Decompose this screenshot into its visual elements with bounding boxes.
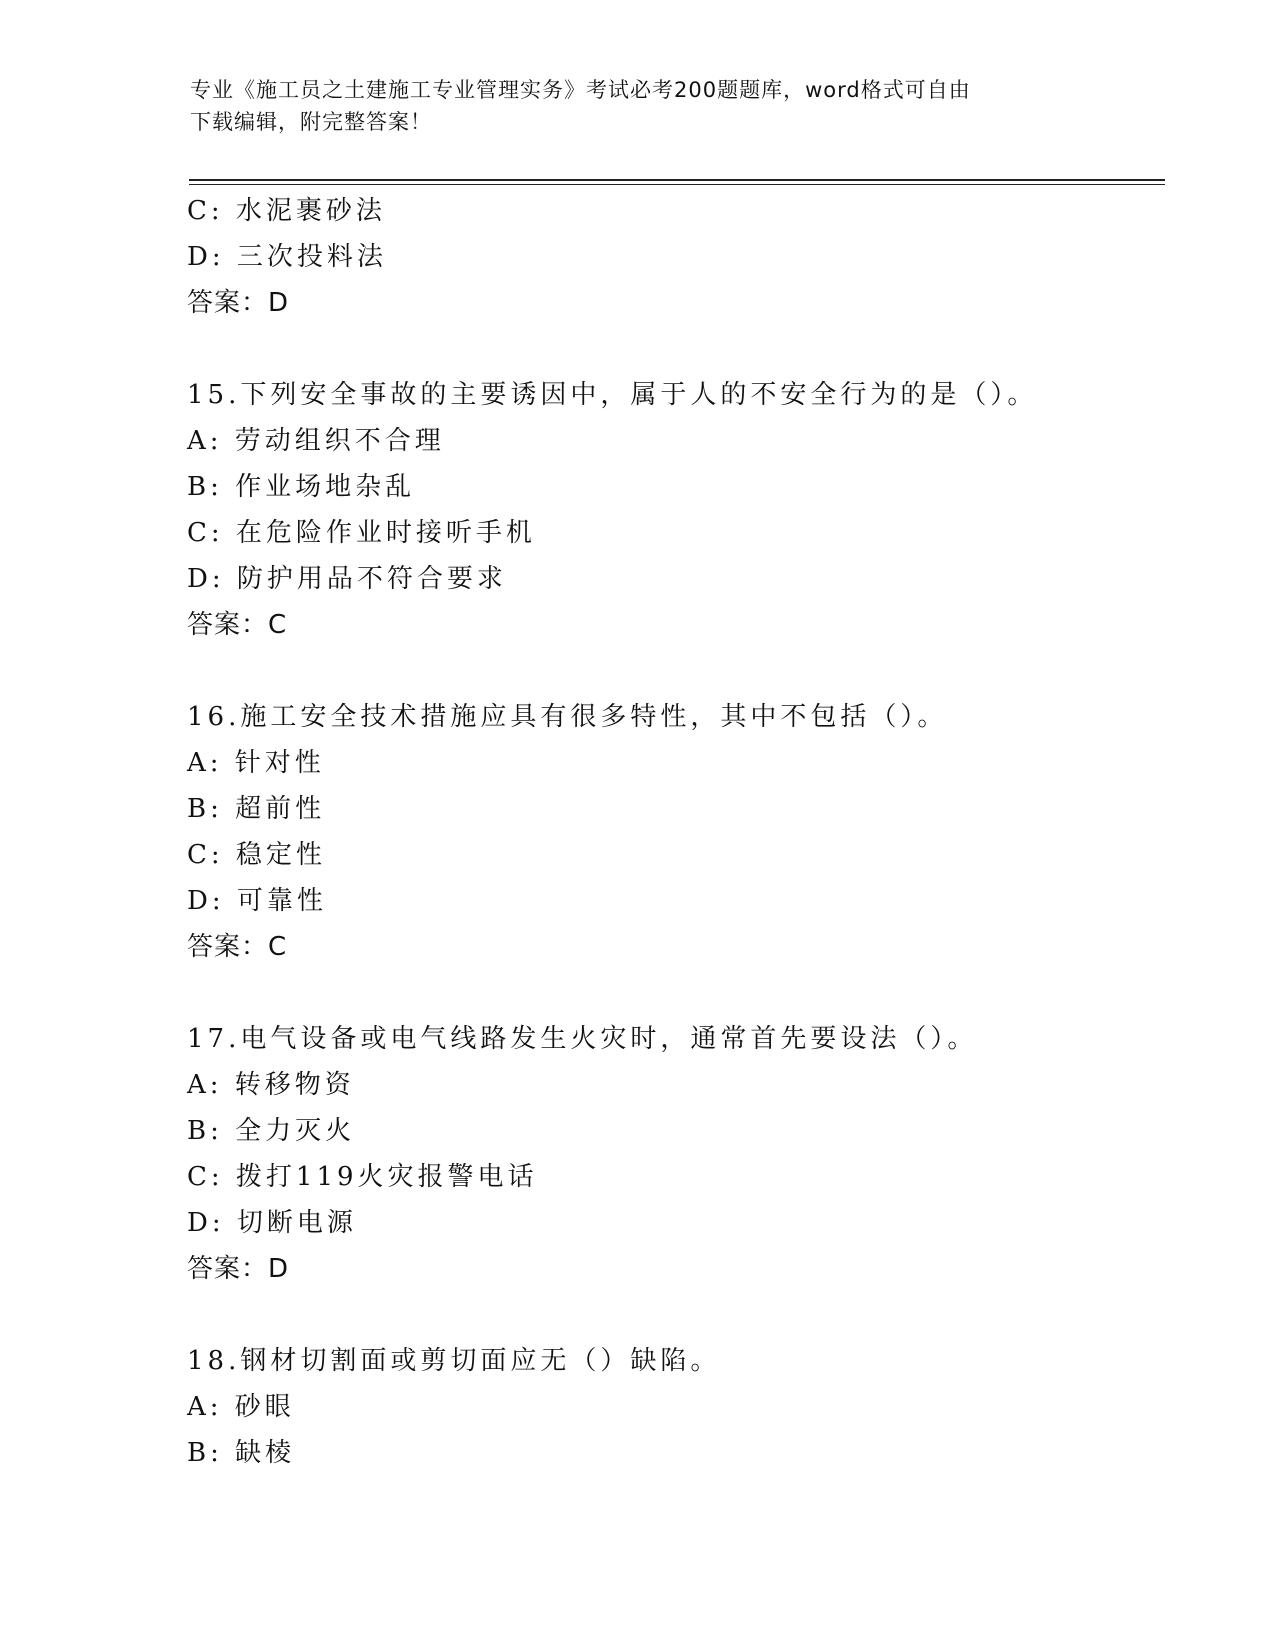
spacer xyxy=(187,970,1167,1016)
header-divider-thin xyxy=(189,184,1165,185)
option-d: D: 防护用品不符合要求 xyxy=(187,564,507,594)
option-d: D: 三次投料法 xyxy=(187,242,387,272)
option-c: C: 在危险作业时接听手机 xyxy=(187,518,536,548)
question-text: 18.钢材切割面或剪切面应无（）缺陷。 xyxy=(187,1346,721,1376)
option-a: A: 转移物资 xyxy=(187,1070,355,1100)
question-block-18 xyxy=(187,1338,1167,1476)
option-c: C: 稳定性 xyxy=(187,840,326,870)
option-d: D: 可靠性 xyxy=(187,886,327,916)
option-a: A: 砂眼 xyxy=(187,1392,295,1422)
question-block-prev xyxy=(187,188,1167,326)
answer: 答案：D xyxy=(187,288,290,318)
header-divider-thick xyxy=(189,179,1165,181)
spacer xyxy=(187,648,1167,694)
question-list xyxy=(187,188,1167,1476)
option-c: C: 水泥裹砂法 xyxy=(187,196,386,226)
question-text: 16.施工安全技术措施应具有很多特性，其中不包括（）。 xyxy=(187,702,948,732)
option-b: B: 作业场地杂乱 xyxy=(187,472,416,502)
question-block-17 xyxy=(187,1016,1167,1292)
option-a: A: 劳动组织不合理 xyxy=(187,426,445,456)
header-line-1: 专业《施工员之土建施工专业管理实务》考试必考200题题库，word格式可自由 xyxy=(190,78,971,102)
option-b: B: 超前性 xyxy=(187,794,326,824)
option-a: A: 针对性 xyxy=(187,748,325,778)
option-b: B: 缺棱 xyxy=(187,1438,296,1468)
option-c: C: 拨打119火灾报警电话 xyxy=(187,1162,538,1192)
answer: 答案：D xyxy=(187,1254,290,1284)
question-block-16 xyxy=(187,694,1167,970)
question-text: 15.下列安全事故的主要诱因中，属于人的不安全行为的是（）。 xyxy=(187,380,1038,410)
option-b: B: 全力灭火 xyxy=(187,1116,356,1146)
answer: 答案：C xyxy=(187,932,288,962)
document-header xyxy=(190,74,1090,138)
answer: 答案：C xyxy=(187,610,288,640)
option-d: D: 切断电源 xyxy=(187,1208,357,1238)
spacer xyxy=(187,326,1167,372)
question-block-15 xyxy=(187,372,1167,648)
header-line-2: 下载编辑，附完整答案！ xyxy=(190,110,432,134)
question-text: 17.电气设备或电气线路发生火灾时，通常首先要设法（）。 xyxy=(187,1024,978,1054)
spacer xyxy=(187,1292,1167,1338)
